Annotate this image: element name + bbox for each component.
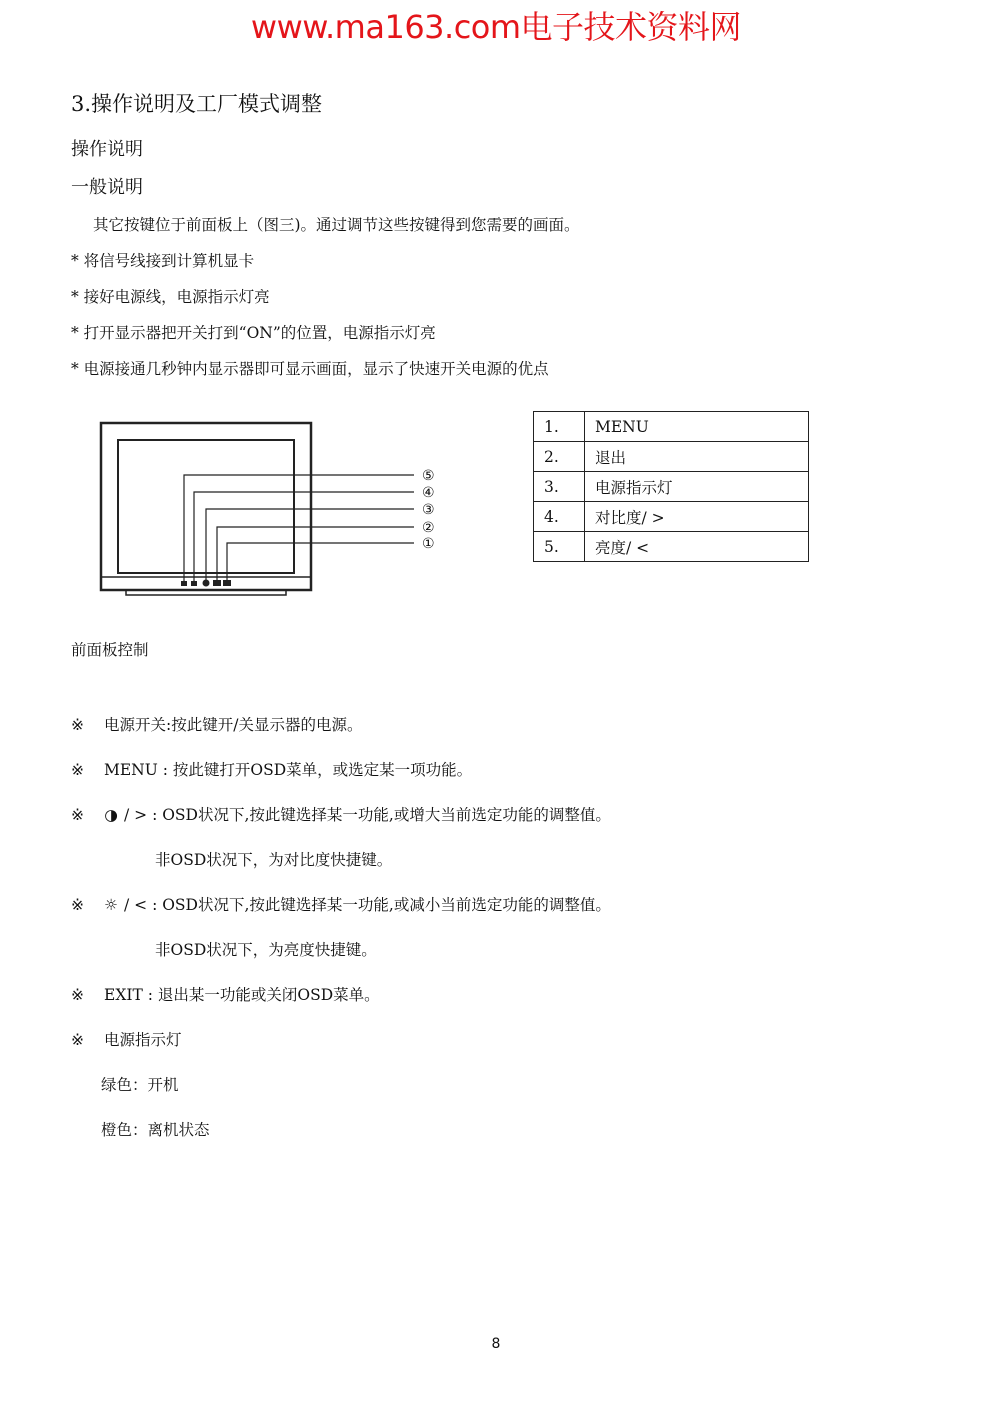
control-brightness — [71, 893, 611, 915]
heading-operation: 操作说明 — [71, 139, 143, 160]
contrast-icon: ◑ — [104, 806, 118, 824]
monitor-front-panel-diagram — [96, 415, 446, 605]
reference-mark: ※ — [71, 716, 84, 734]
button-legend-table — [533, 411, 809, 562]
brightness-icon: ☼ — [104, 896, 118, 914]
control-text: / < : OSD状况下,按此键选择某一功能,或减小当前选定功能的调整值。 — [124, 896, 611, 914]
reference-mark: ※ — [71, 806, 84, 824]
led-orange-status: 橙色：离机状态 — [101, 1121, 210, 1139]
control-menu — [71, 758, 472, 780]
brightness-note: 非OSD状况下，为亮度快捷键。 — [155, 941, 377, 959]
step-item: * 将信号线接到计算机显卡 — [71, 252, 255, 270]
control-text: 电源指示灯 — [104, 1031, 182, 1049]
reference-mark: ※ — [71, 761, 84, 779]
power-led-icon — [203, 580, 210, 587]
callout-lines — [184, 475, 414, 583]
table-row — [534, 412, 809, 442]
section-title: 3.操作说明及工厂模式调整 — [71, 92, 323, 116]
control-text: / > : OSD状况下,按此键选择某一功能,或增大当前选定功能的调整值。 — [124, 806, 611, 824]
row-label: 退出 — [585, 442, 809, 472]
table-row — [534, 502, 809, 532]
reference-mark: ※ — [71, 896, 84, 914]
table-row — [534, 442, 809, 472]
control-exit — [71, 983, 380, 1005]
callout-3: ③ — [422, 502, 435, 518]
control-text: 电源开关:按此键开/关显示器的电源。 — [104, 716, 363, 734]
callout-2: ② — [422, 520, 435, 536]
watermark: www.ma163.com电子技术资料网 — [250, 8, 742, 46]
callout-1: ① — [422, 536, 435, 552]
front-panel-buttons — [181, 580, 231, 587]
row-label: 对比度/ > — [585, 502, 809, 532]
control-text: EXIT : 退出某一功能或关闭OSD菜单。 — [104, 986, 380, 1004]
contrast-note: 非OSD状况下，为对比度快捷键。 — [155, 851, 393, 869]
row-number: 1. — [534, 412, 585, 442]
callout-5: ⑤ — [422, 468, 435, 484]
control-power-switch — [71, 713, 362, 735]
panel-heading: 前面板控制 — [71, 641, 149, 659]
control-contrast — [71, 803, 611, 825]
intro-paragraph: 其它按键位于前面板上（图三)。通过调节这些按键得到您需要的画面。 — [93, 216, 580, 234]
step-item: * 打开显示器把开关打到“ON”的位置，电源指示灯亮 — [71, 324, 436, 342]
row-number: 3. — [534, 472, 585, 502]
control-power-led — [71, 1028, 182, 1050]
led-green-status: 绿色：开机 — [101, 1076, 179, 1094]
heading-general: 一般说明 — [71, 177, 143, 198]
step-item: * 电源接通几秒钟内显示器即可显示画面，显示了快速开关电源的优点 — [71, 360, 549, 378]
row-label: MENU — [585, 412, 809, 442]
table-row — [534, 532, 809, 562]
row-number: 5. — [534, 532, 585, 562]
row-label: 电源指示灯 — [585, 472, 809, 502]
row-number: 4. — [534, 502, 585, 532]
row-label: 亮度/ < — [585, 532, 809, 562]
callout-4: ④ — [422, 485, 435, 501]
page-number: 8 — [491, 1336, 501, 1352]
control-text: MENU : 按此键打开OSD菜单，或选定某一项功能。 — [104, 761, 473, 779]
reference-mark: ※ — [71, 986, 84, 1004]
table-row — [534, 472, 809, 502]
reference-mark: ※ — [71, 1031, 84, 1049]
row-number: 2. — [534, 442, 585, 472]
step-item: * 接好电源线，电源指示灯亮 — [71, 288, 270, 306]
